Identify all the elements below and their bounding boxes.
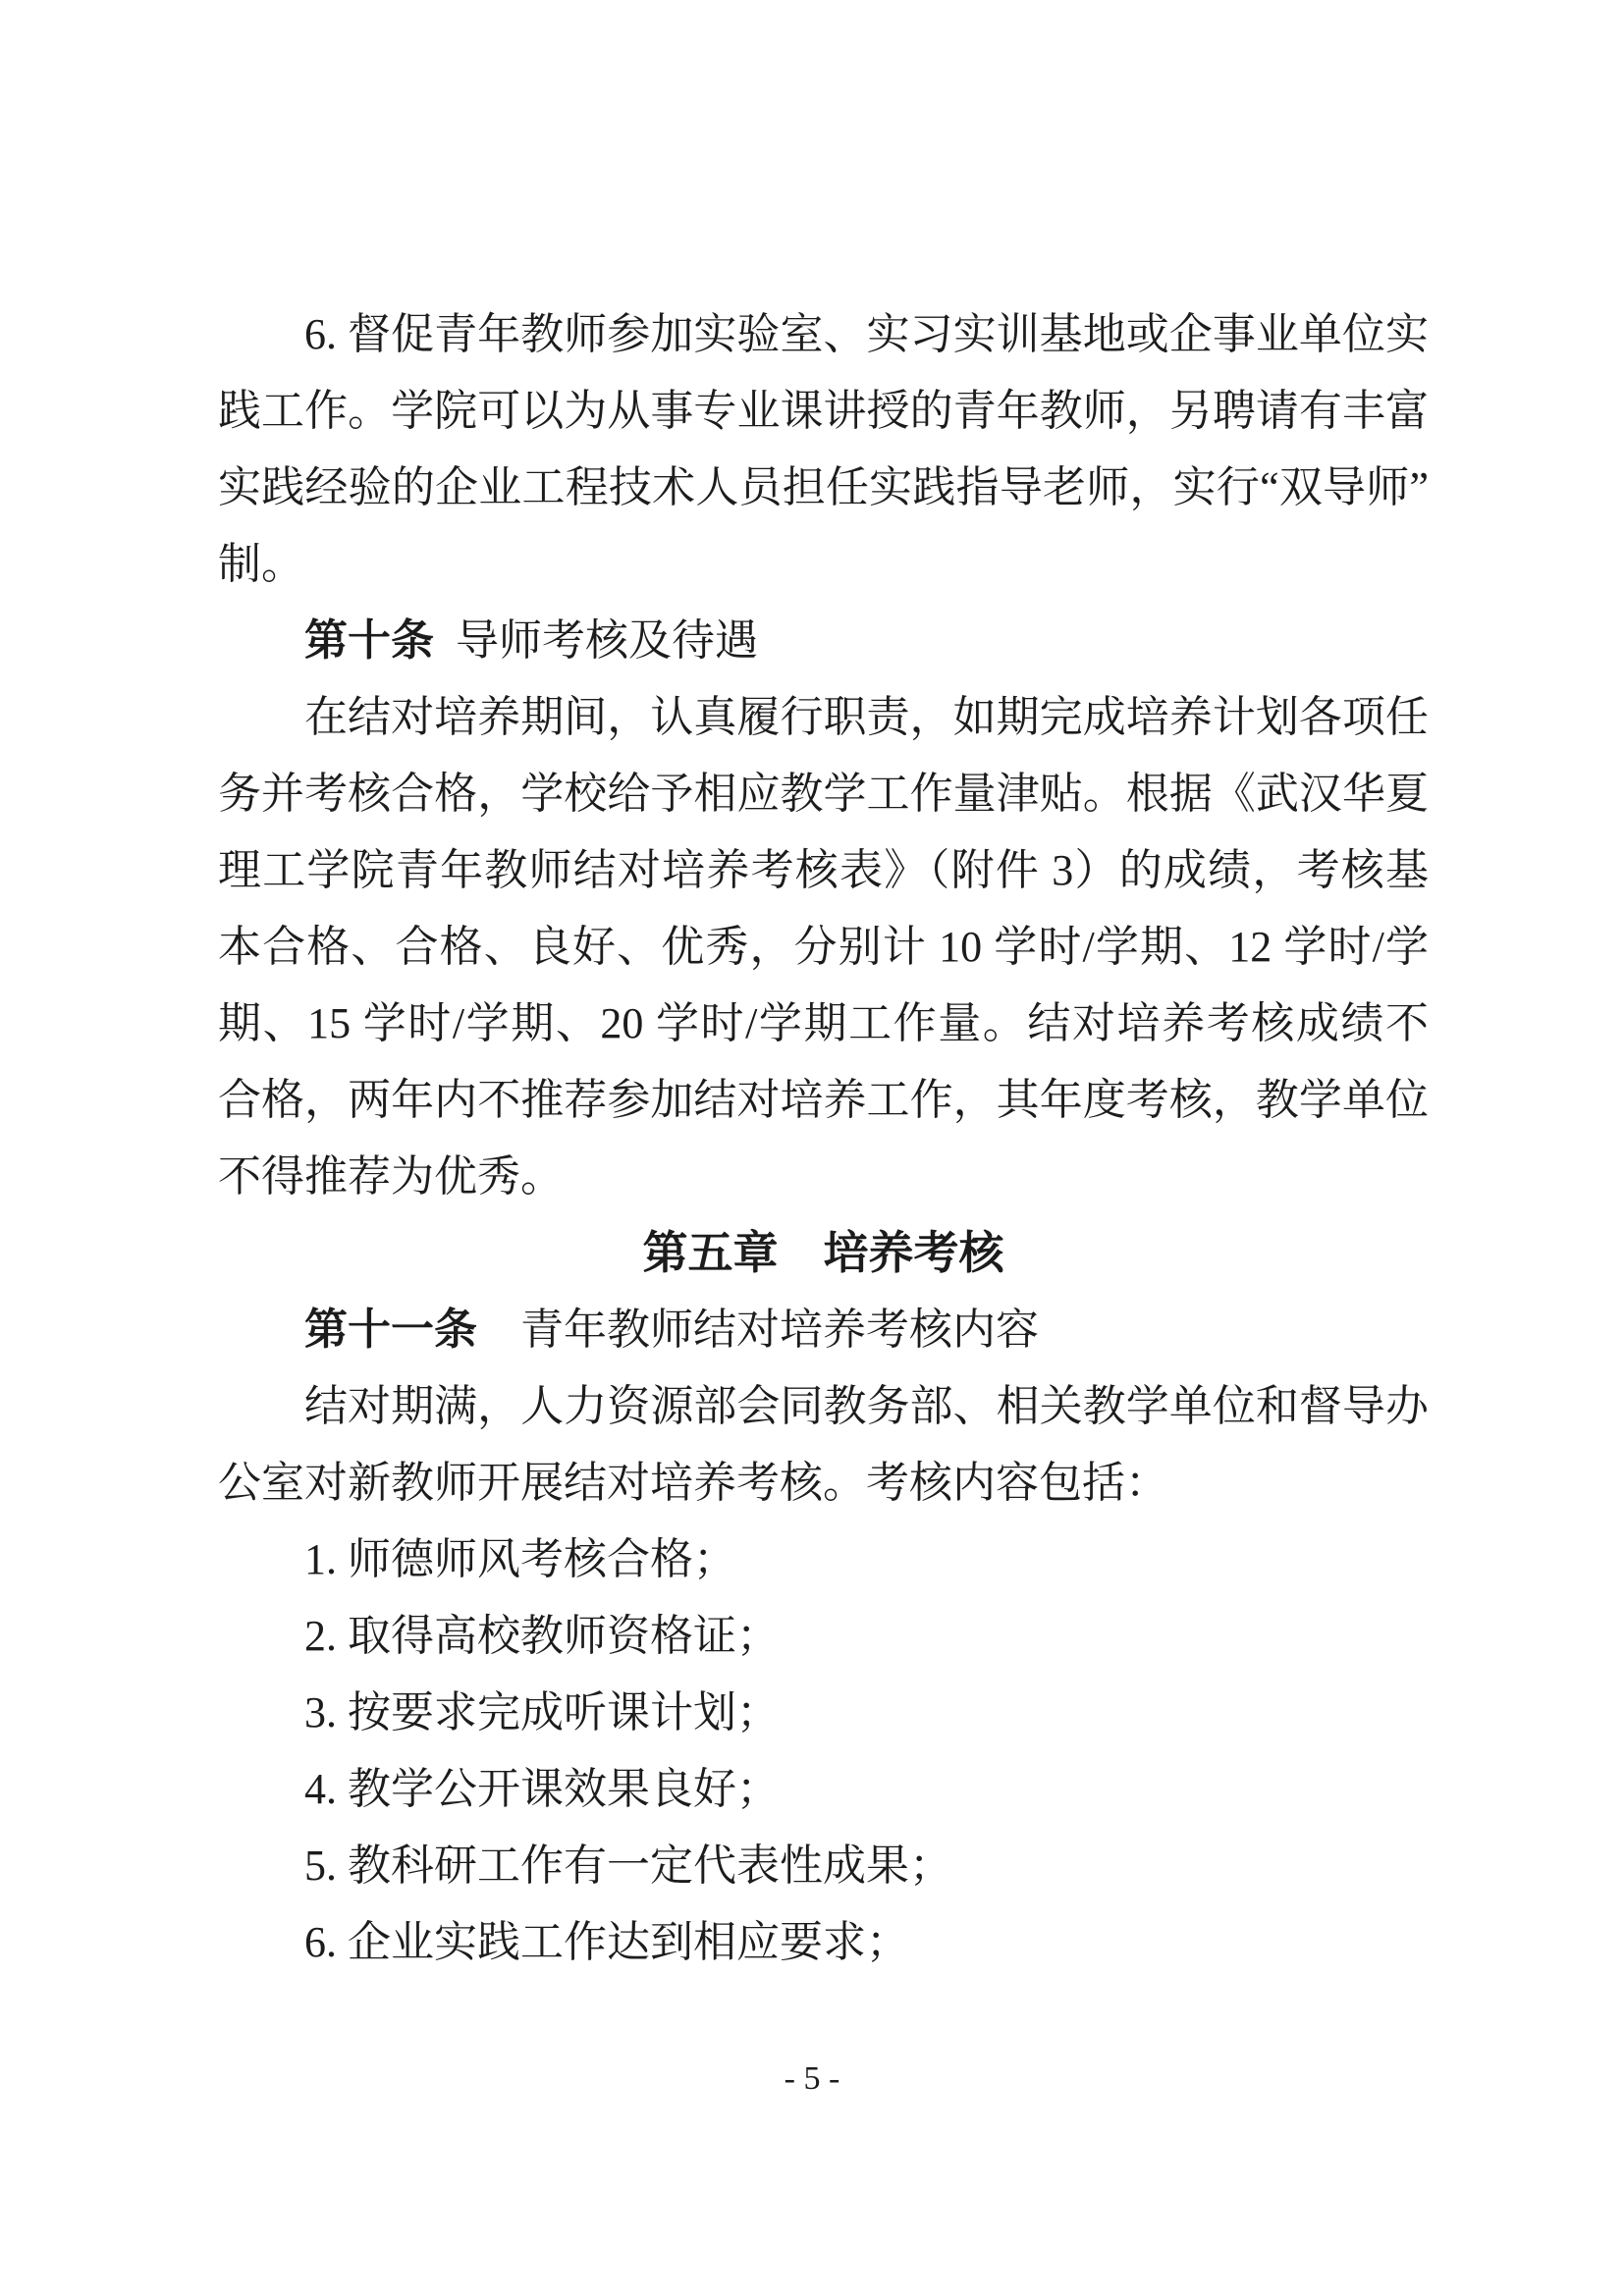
text-line: 践工作。学院可以为从事专业课讲授的青年教师，另聘请有丰富 xyxy=(218,387,1429,435)
list-item: 3. 按要求完成听课计划； xyxy=(304,1688,780,1736)
text-line: 务并考核合格，学校给予相应教学工作量津贴。根据《武汉华夏 xyxy=(218,770,1429,818)
list-item: 4. 教学公开课效果良好； xyxy=(304,1765,780,1813)
text-line: 本合格、合格、良好、优秀，分别计 10 学时/学期、12 学时/学 xyxy=(218,923,1429,971)
chapter-heading: 第五章 培养考核 xyxy=(642,1228,1004,1278)
list-item: 1. 师德师风考核合格； xyxy=(304,1535,736,1583)
article-10-number: 第十条 xyxy=(304,616,434,665)
article-10-heading xyxy=(218,603,1429,679)
text-line: 结对期满，人力资源部会同教务部、相关教学单位和督导办 xyxy=(304,1382,1429,1430)
list-item: 6. 企业实践工作达到相应要求； xyxy=(304,1918,909,1966)
text-line: 期、15 学时/学期、20 学时/学期工作量。结对培养考核成绩不 xyxy=(218,999,1429,1047)
text-line: 不得推荐为优秀。 xyxy=(218,1152,564,1201)
article-11-heading xyxy=(218,1292,1429,1368)
text-line: 公室对新教师开展结对培养考核。考核内容包括： xyxy=(218,1459,1168,1507)
text-line: 实践经验的企业工程技术人员担任实践指导老师，实行“双导师” xyxy=(218,463,1429,511)
text-line: 在结对培养期间，认真履行职责，如期完成培养计划各项任 xyxy=(304,693,1429,741)
document-page-body xyxy=(218,296,1429,1981)
article-11-title: 青年教师结对培养考核内容 xyxy=(520,1306,1039,1354)
text-line: 合格，两年内不推荐参加结对培养工作，其年度考核，教学单位 xyxy=(218,1076,1429,1124)
text-line: 6. 督促青年教师参加实验室、实习实训基地或企事业单位实 xyxy=(304,310,1429,358)
article-11-number: 第十一条 xyxy=(304,1306,477,1354)
article-10-title: 导师考核及待遇 xyxy=(456,616,758,665)
text-line: 制。 xyxy=(218,540,304,588)
list-item: 5. 教科研工作有一定代表性成果； xyxy=(304,1842,952,1890)
page-number: - 5 - xyxy=(784,2060,840,2097)
text-line: 理工学院青年教师结对培养考核表》（附件 3）的成绩，考核基 xyxy=(218,846,1429,894)
list-item: 2. 取得高校教师资格证； xyxy=(304,1612,780,1660)
